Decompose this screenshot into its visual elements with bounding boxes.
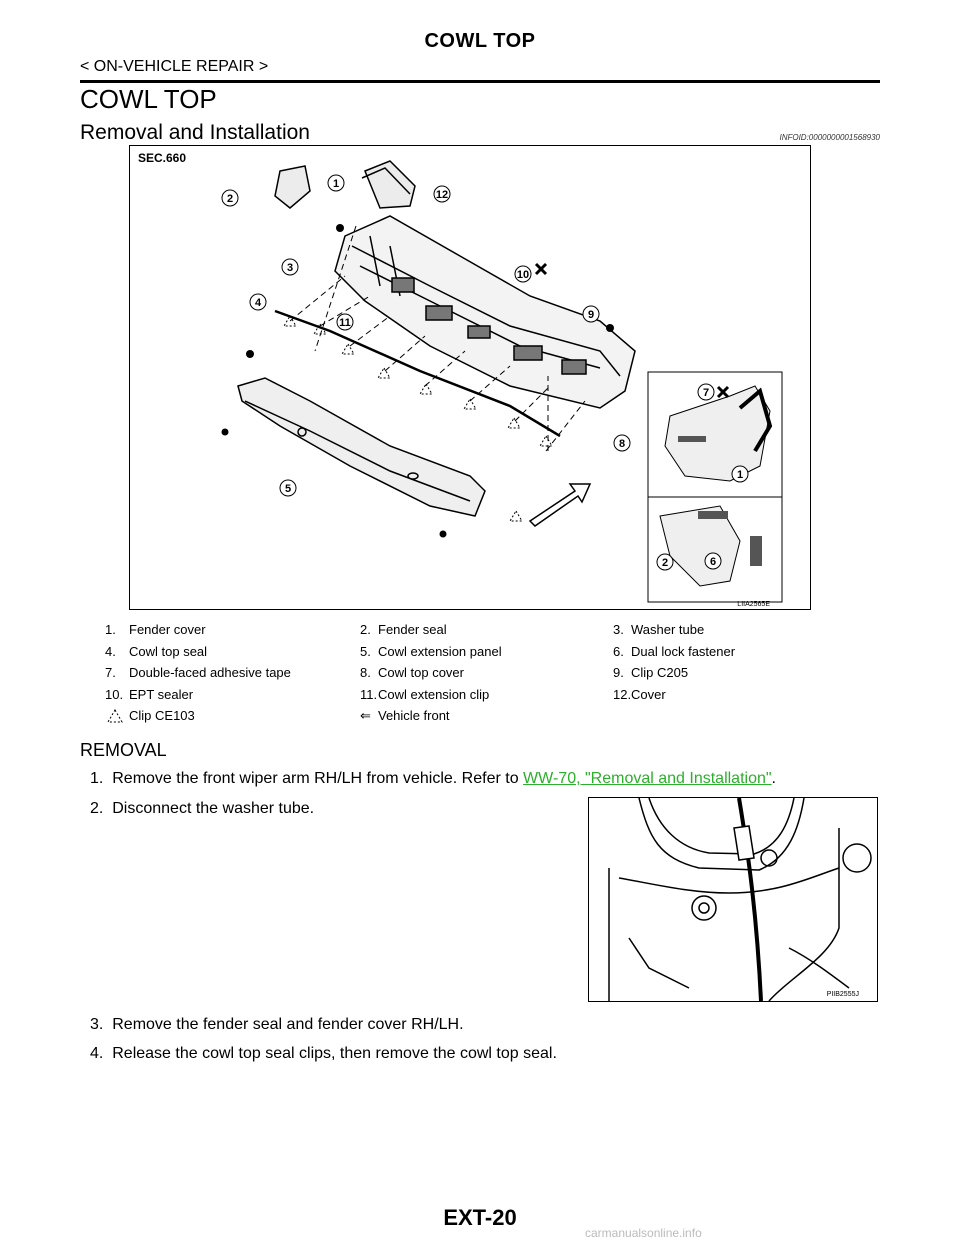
legend-item: 7. Double-faced adhesive tape xyxy=(105,665,291,680)
legend-item: 12. Cover xyxy=(613,687,666,702)
svg-text:7: 7 xyxy=(702,387,710,399)
step-2: 2. Disconnect the washer tube. xyxy=(90,800,315,817)
washer-tube-drawing xyxy=(589,798,877,1001)
svg-text:6: 6 xyxy=(709,556,717,568)
legend-item: 11. Cowl extension clip xyxy=(360,687,490,702)
page-number: EXT-20 xyxy=(443,1205,517,1230)
cowl-extension-panel-drawing xyxy=(238,378,485,516)
washer-tube-photo xyxy=(588,797,878,1002)
subsection-title: Removal and Installation xyxy=(80,121,310,144)
page-header-title: COWL TOP xyxy=(424,30,536,52)
section-title: COWL TOP xyxy=(80,84,217,114)
legend-item: 8. Cowl top cover xyxy=(360,665,464,680)
ww70-reference-link[interactable]: WW-70, "Removal and Installation" xyxy=(523,770,772,787)
legend-item: 1. Fender cover xyxy=(105,622,206,637)
vehicle-front-arrow-drawing xyxy=(530,484,590,526)
legend-item: 5. Cowl extension panel xyxy=(360,644,502,659)
svg-text:2: 2 xyxy=(226,193,234,205)
svg-text:1: 1 xyxy=(736,469,744,481)
legend-vehicle-front: ⇐ Vehicle front xyxy=(360,708,450,723)
step-4: 4. Release the cowl top seal clips, then remove the cowl top seal. xyxy=(90,1045,557,1062)
svg-text:9: 9 xyxy=(587,309,595,321)
legend-item: 6. Dual lock fastener xyxy=(613,644,736,659)
photo-code: PIIB2555J xyxy=(826,991,859,998)
svg-text:5: 5 xyxy=(284,483,292,495)
svg-text:1: 1 xyxy=(332,178,340,190)
detail-insets xyxy=(648,372,782,608)
left-arrow-icon: ⇐ xyxy=(360,708,371,723)
svg-text:8: 8 xyxy=(618,438,626,450)
breadcrumb: < ON-VEHICLE REPAIR > xyxy=(80,58,269,75)
cross-marks xyxy=(536,264,546,274)
removal-heading: REMOVAL xyxy=(80,740,167,760)
figure-code: LIIA2565E xyxy=(737,601,770,608)
legend-item: 2. Fender seal xyxy=(360,622,447,637)
svg-text:3: 3 xyxy=(286,262,294,274)
exploded-view-figure xyxy=(129,145,811,610)
header-rule xyxy=(80,80,880,83)
clip-triangle-icon xyxy=(107,709,123,723)
legend-item: 4. Cowl top seal xyxy=(105,644,208,659)
watermark: carmanualsonline.info xyxy=(585,1226,702,1240)
svg-text:4: 4 xyxy=(254,297,262,309)
exploded-view-drawing xyxy=(130,146,810,609)
legend-item: 10. EPT sealer xyxy=(105,687,194,702)
step-1: 1. Remove the front wiper arm RH/LH from vehicle. Refer to WW-70, "Removal and Installation". xyxy=(90,770,776,787)
legend-item: 9. Clip C205 xyxy=(613,665,689,680)
svg-text:12: 12 xyxy=(435,189,449,201)
legend-item: 3. Washer tube xyxy=(613,622,705,637)
cowl-top-cover-drawing xyxy=(275,161,635,408)
step-3: 3. Remove the fender seal and fender cover RH/LH. xyxy=(90,1016,464,1033)
info-id: INFOID:0000000001568930 xyxy=(779,133,880,142)
svg-text:2: 2 xyxy=(661,557,669,569)
svg-text:10: 10 xyxy=(516,269,530,281)
svg-text:11: 11 xyxy=(339,317,351,329)
section-number: SEC.660 xyxy=(138,151,187,165)
